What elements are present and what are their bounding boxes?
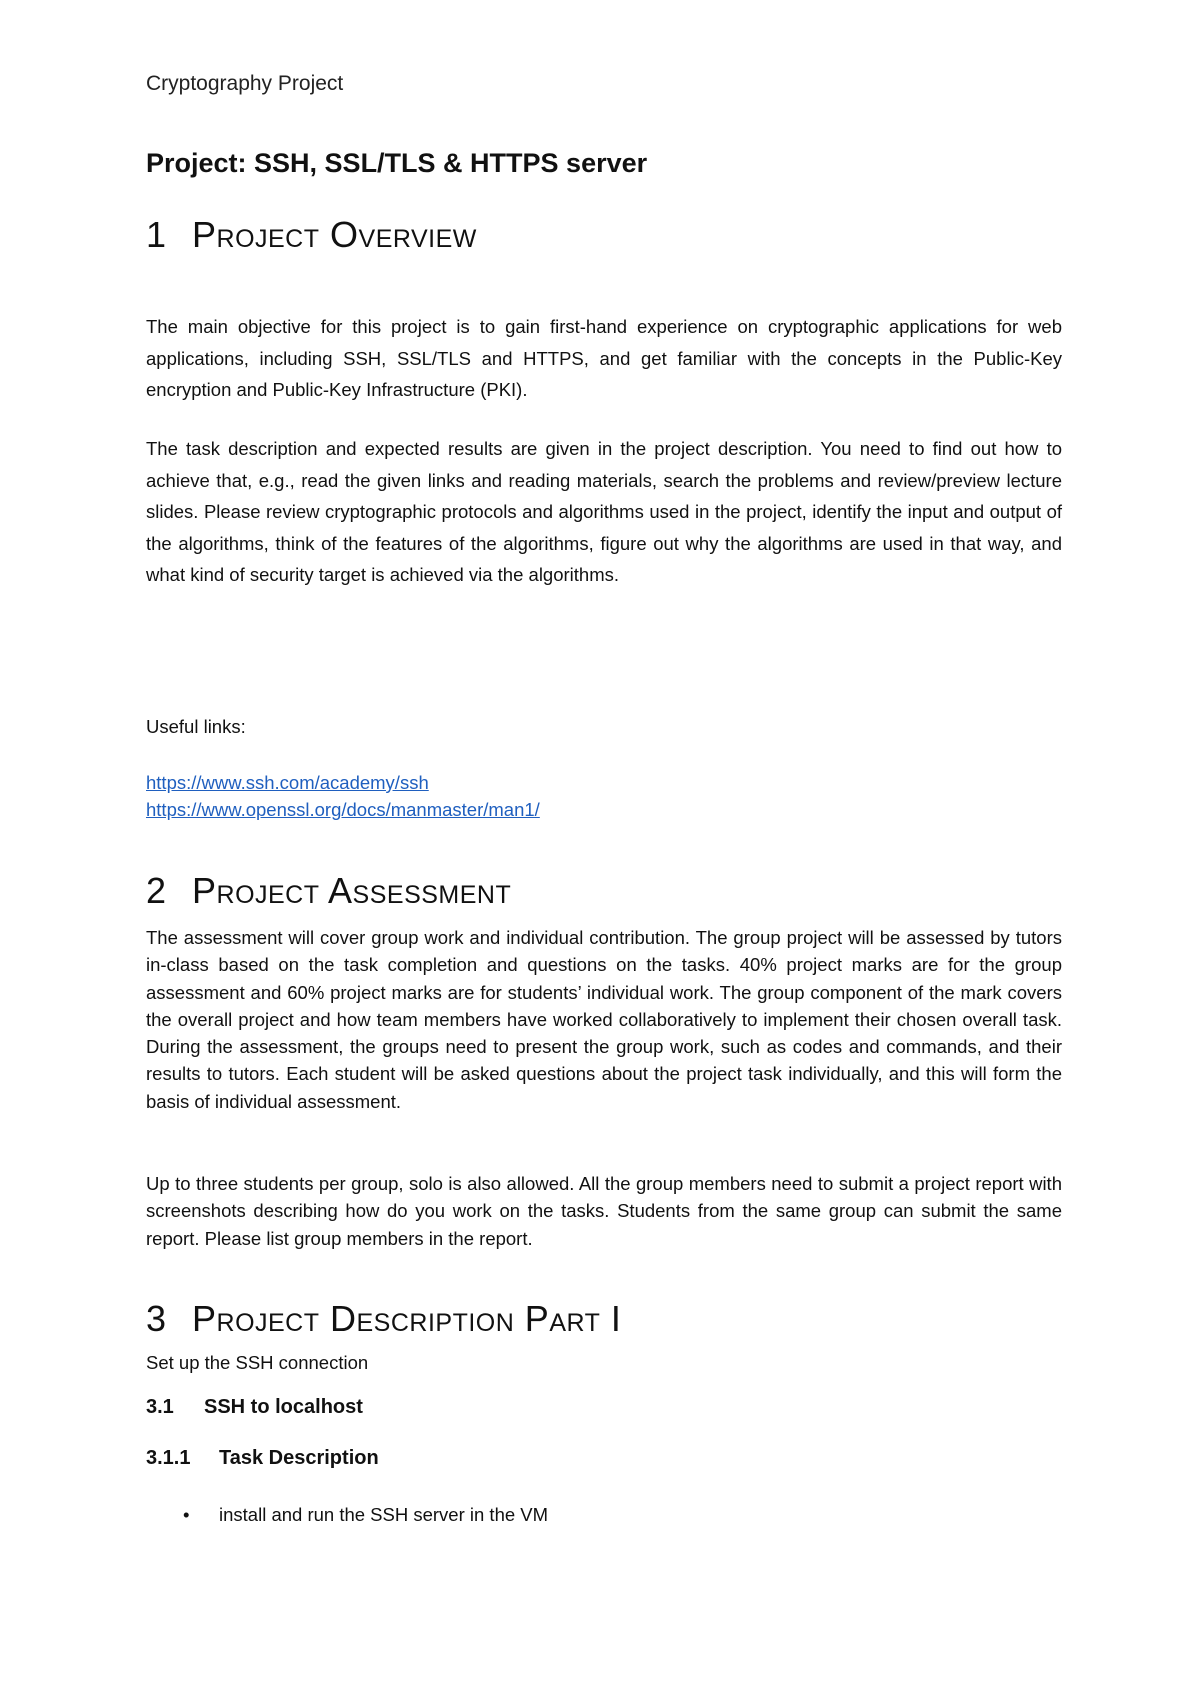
overview-paragraph-1: The main objective for this project is to gain first-hand experience on cryptographic applications for web applications, including SSH, SSL/TLS and HTTPS, and get familiar with the concepts in the Public-Key encryption and Public-Key Infrastructure (PKI).: [146, 316, 1062, 400]
section-title: Project Overview: [192, 214, 477, 255]
assessment-paragraph-2: Up to three students per group, solo is also allowed. All the group members need to submit a project report with screenshots describing how do you work on the tasks. Students from the same group can submit the same report. Please list group members in the report.: [146, 1173, 1062, 1249]
subsubsection-heading-task-description: [146, 1447, 379, 1470]
overview-paragraph-2: The task description and expected results are given in the project description. You need to find out how to achieve that, e.g., read the given links and reading materials, search the problems and review/preview lecture slides. Please review cryptographic protocols and algorithms used in the project, identify the input and output of the algorithms, think of the features of the algorithms, figure out why the algorithms are used in that way, and what kind of security target is achieved via the algorithms.: [146, 438, 1062, 585]
subsubsection-number: 3.1.1: [146, 1447, 191, 1469]
section-title: Project Assessment: [192, 870, 512, 911]
section-number: 2: [146, 870, 167, 911]
subsubsection-title: Task Description: [219, 1447, 379, 1469]
subsection-number: 3.1: [146, 1396, 174, 1418]
section-title: Project Description Part I: [192, 1298, 622, 1339]
section-number: 1: [146, 214, 167, 255]
section-heading-part1: [146, 1298, 621, 1340]
document-title: Project: SSH, SSL/TLS & HTTPS server: [146, 148, 648, 178]
list-item: [146, 1504, 548, 1526]
running-header: Cryptography Project: [146, 72, 344, 95]
section-heading-assessment: [146, 870, 511, 912]
assessment-paragraph-1: The assessment will cover group work and individual contribution. The group project will be assessed by tutors in-class based on the task completion and questions on the tasks. 40% project marks are for the group assessment and 60% project marks are for students’ individual work. The group component of the mark covers the overall project and how team members have worked collaboratively to implement their chosen overall task. During the assessment, the groups need to present the group work, such as codes and commands, and their results to tutors. Each student will be asked questions about the project task individually, and this will form the basis of individual assessment.: [146, 927, 1062, 1112]
list-item-text: install and run the SSH server in the VM: [219, 1504, 549, 1525]
ssh-academy-link[interactable]: https://www.ssh.com/academy/ssh: [146, 772, 429, 793]
section-number: 3: [146, 1298, 167, 1339]
document-page: [146, 0, 1062, 1696]
bullet-icon: •: [183, 1504, 190, 1525]
task-bullet-list: [146, 1504, 548, 1526]
subsection-title: SSH to localhost: [204, 1396, 363, 1418]
useful-links-label: Useful links:: [146, 716, 246, 737]
part1-intro: Set up the SSH connection: [146, 1352, 369, 1373]
section-heading-overview: [146, 214, 477, 256]
subsection-heading-ssh-localhost: [146, 1396, 363, 1419]
openssl-docs-link[interactable]: https://www.openssl.org/docs/manmaster/man1/: [146, 799, 540, 820]
